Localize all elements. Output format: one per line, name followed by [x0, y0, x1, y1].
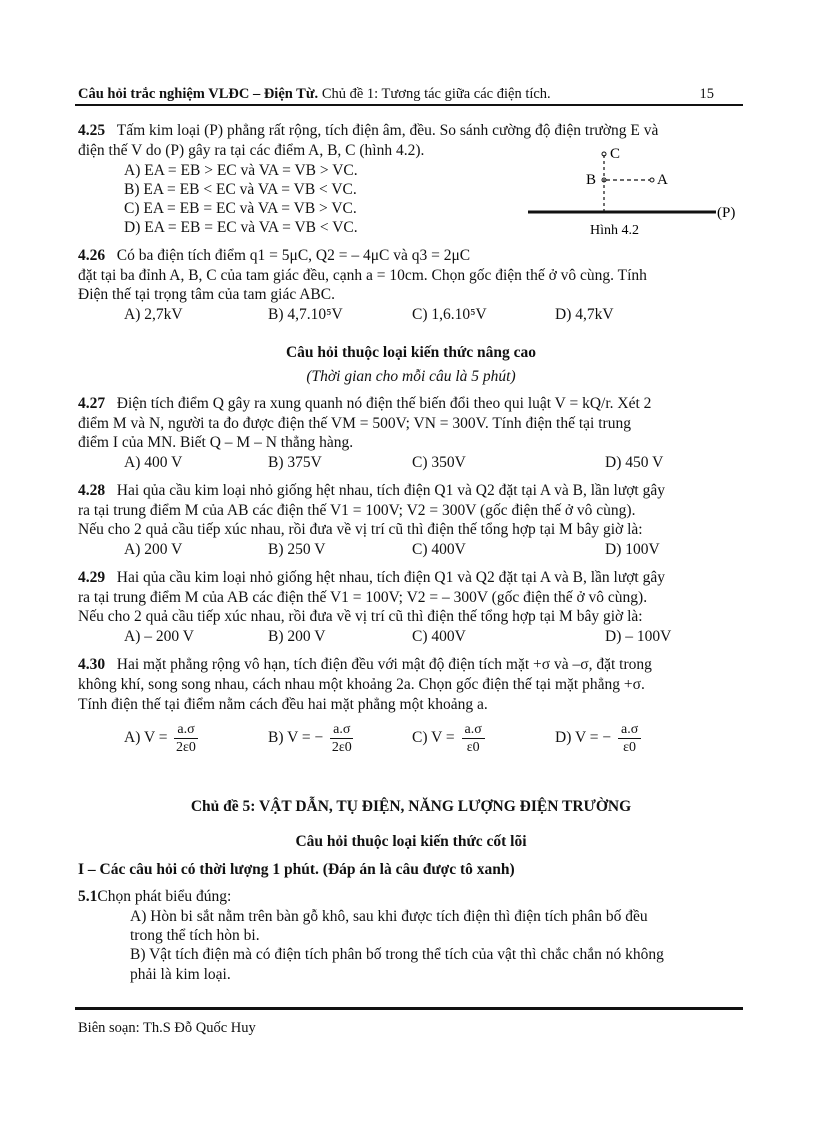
- question-4-29-line3: Nếu cho 2 quả cầu tiếp xúc nhau, rồi đưa về vị trí cũ thì điện thế tổng hợp tại M bây giờ là:: [78, 608, 643, 625]
- question-4-29-option-c: C) 400V: [412, 628, 466, 645]
- question-4-26-line1: 4.26 Có ba điện tích điểm q1 = 5μC, Q2 = – 4μC và q3 = 2μC: [78, 247, 471, 264]
- question-4-29-option-d: D) – 100V: [605, 628, 672, 645]
- question-5-1-stem: 5.1Chọn phát biểu đúng:: [78, 888, 232, 905]
- question-4-25-option-c: C) EA = EB = EC và VA = VB > VC.: [124, 200, 357, 217]
- question-4-25-line2: điện thế V do (P) gây ra tại các điểm A, B, C (hình 4.2).: [78, 142, 425, 159]
- question-4-27-option-d: D) 450 V: [605, 454, 664, 471]
- question-4-30-line3: Tính điện thế tại điểm nằm cách đều hai mặt phẳng một khoảng a.: [78, 696, 488, 713]
- question-4-27-line1: 4.27 Điện tích điểm Q gây ra xung quanh nó điện thế biến đổi theo qui luật V = kQ/r. Xét 2: [78, 395, 652, 412]
- question-4-26-option-d: D) 4,7kV: [555, 306, 614, 323]
- question-4-28-option-d: D) 100V: [605, 541, 660, 558]
- question-4-26-option-a: A) 2,7kV: [124, 306, 183, 323]
- question-4-25-line1: 4.25 Tấm kim loại (P) phẳng rất rộng, tích điện âm, đều. So sánh cường độ điện trường E và: [78, 122, 659, 139]
- header-title-rest: Chủ đề 1: Tương tác giữa các điện tích.: [321, 86, 551, 102]
- question-4-26-option-b: B) 4,7.10⁵V: [268, 306, 343, 323]
- question-4-27-option-c: C) 350V: [412, 454, 466, 471]
- question-4-25-option-a: A) EA = EB > EC và VA = VB > VC.: [124, 162, 358, 179]
- question-4-29-line2: ra tại trung điểm M của AB các điện thế V1 = 100V; V2 = – 300V (gốc điện thế ở vô cùng).: [78, 589, 648, 606]
- question-4-26-line2: đặt tại ba đỉnh A, B, C của tam giác đều, cạnh a = 10cm. Chọn gốc điện thế ở vô cùng. Tính: [78, 267, 647, 284]
- question-5-1-option-b-line1: B) Vật tích điện mà có điện tích phân bố trong thể tích của vật thì chắc chắn nó không: [130, 946, 664, 963]
- footer-author: Biên soạn: Th.S Đỗ Quốc Huy: [78, 1020, 256, 1036]
- question-4-28-line3: Nếu cho 2 quả cầu tiếp xúc nhau, rồi đưa về vị trí cũ thì điện thế tổng hợp tại M bây giờ là:: [78, 521, 643, 538]
- question-4-29-option-a: A) – 200 V: [124, 628, 194, 645]
- figure-label-p: (P): [717, 205, 736, 221]
- question-4-30-line1: 4.30 Hai mặt phẳng rộng vô hạn, tích điện đều với mật độ điện tích mặt +σ và –σ, đặt trong: [78, 656, 652, 673]
- question-4-28-option-a: A) 200 V: [124, 541, 183, 558]
- topic-5-title: Chủ đề 5: VẬT DẪN, TỤ ĐIỆN, NĂNG LƯỢNG ĐIỆN TRƯỜNG: [190, 798, 632, 815]
- header-title-bold: Câu hỏi trắc nghiệm VLĐC – Điện Từ.: [78, 86, 319, 102]
- section-advanced-time: (Thời gian cho mỗi câu là 5 phút): [306, 368, 516, 385]
- question-4-27-line2: điểm M và N, người ta đo được điện thế VM = 500V; VN = 300V. Tính điện thế tại trung: [78, 415, 631, 432]
- question-4-29-option-b: B) 200 V: [268, 628, 326, 645]
- question-4-27-option-b: B) 375V: [268, 454, 322, 471]
- question-4-28-line2: ra tại trung điểm M của AB các điện thế V1 = 100V; V2 = 300V (gốc điện thế ở vô cùng).: [78, 502, 636, 519]
- question-4-30-option-a: A) V = $\frac{a.\sigma}{2\varepsilon 0}$: [124, 722, 196, 755]
- question-4-27-line3: điểm I của MN. Biết Q – M – N thẳng hàng.: [78, 434, 354, 451]
- question-4-28-option-c: C) 400V: [412, 541, 466, 558]
- question-4-30-line2: không khí, song song nhau, cách nhau một khoảng 2a. Chọn gốc điện thế tại mặt phẳng +σ.: [78, 676, 645, 693]
- question-4-25-option-b: B) EA = EB < EC và VA = VB < VC.: [124, 181, 357, 198]
- question-4-26-line3: Điện thế tại trọng tâm của tam giác ABC.: [78, 286, 335, 303]
- question-5-1-option-b-line2: phải là kim loại.: [130, 966, 231, 983]
- question-4-29-line1: 4.29 Hai qủa cầu kim loại nhỏ giống hệt nhau, tích điện Q1 và Q2 đặt tại A và B, lần lượt gây: [78, 569, 665, 586]
- header-rule: [75, 104, 743, 106]
- question-4-27-option-a: A) 400 V: [124, 454, 183, 471]
- question-4-28-option-b: B) 250 V: [268, 541, 326, 558]
- page-number: 15: [699, 86, 714, 102]
- question-5-1-option-a-line2: trong thể tích hòn bi.: [130, 927, 260, 944]
- question-4-28-line1: 4.28 Hai qủa cầu kim loại nhỏ giống hệt nhau, tích điện Q1 và Q2 đặt tại A và B, lần lượt gây: [78, 482, 665, 499]
- question-4-26-option-c: C) 1,6.10⁵V: [412, 306, 487, 323]
- section-core-title: Câu hỏi thuộc loại kiến thức cốt lõi: [295, 833, 527, 850]
- page-header: [78, 86, 744, 103]
- figure-caption: Hình 4.2: [590, 223, 639, 238]
- figure-label-a: A: [657, 172, 668, 188]
- figure-label-c: C: [610, 146, 621, 162]
- question-4-30-option-b: B) V = − $\frac{a.\sigma}{2\varepsilon 0}$: [268, 722, 352, 755]
- question-4-25-option-d: D) EA = EB = EC và VA = VB < VC.: [124, 219, 358, 236]
- figure-label-b: B: [586, 172, 597, 188]
- section-advanced-title: Câu hỏi thuộc loại kiến thức nâng cao: [285, 344, 537, 361]
- section-i-title: I – Các câu hỏi có thời lượng 1 phút. (Đáp án là câu được tô xanh): [78, 861, 515, 878]
- figure-4-2: [520, 140, 750, 240]
- footer-rule: [75, 1007, 743, 1010]
- question-4-30-option-d: D) V = − $\frac{a.\sigma}{\varepsilon 0}$: [555, 721, 641, 756]
- question-4-30-option-c: C) V = $\frac{a.\sigma}{\varepsilon 0}$: [412, 721, 485, 756]
- question-5-1-option-a-line1: A) Hòn bi sắt nằm trên bàn gỗ khô, sau khi được tích điện thì điện tích phân bố đều: [130, 908, 648, 925]
